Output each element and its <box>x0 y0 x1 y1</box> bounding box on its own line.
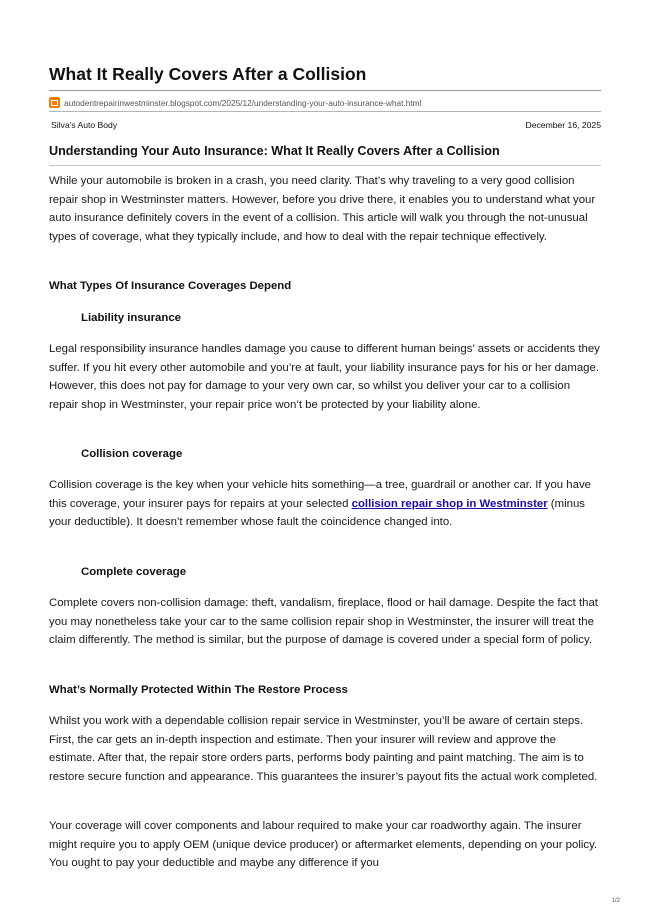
collision-text-after: (minus your deductible). It doesn’t remember whose fault the coincidence changed into. <box>49 497 585 529</box>
page-title: What It Really Covers After a Collision <box>49 64 367 84</box>
complete-paragraph: Complete covers non-collision damage: theft, vandalism, fireplace, flood or hail damage. Despite the fact that you may nonetheless take your car to the same collision repair shop in Westminster, the insurer will treat the claim differently. The method is similar, but the purpose of damage is covered under a special form of policy. <box>49 597 598 647</box>
collision-text-before: Collision coverage is the key when your vehicle hits something—a tree, guardrail or another car. If you have this coverage, your insurer pays for repairs at your selected <box>49 479 591 510</box>
collision-repair-shop-link[interactable]: collision repair shop in Westminster <box>351 497 548 510</box>
blogger-icon <box>49 97 60 108</box>
heading-liability-insurance: Liability insurance <box>81 312 182 324</box>
section-heading-restore-process: What’s Normally Protected Within The Restore Process <box>49 684 348 696</box>
source-url[interactable]: autodentrepairinwestminster.blogspot.com/2025/12/understanding-your-auto-insurance-what.html <box>64 97 422 108</box>
components-paragraph: Your coverage will cover components and labour required to make your car roadworthy again. The insurer might require you to apply OEM (unique device producer) or aftermarket elements, depending on your policy. You ought to pay your deductible and maybe any difference if you <box>49 820 598 870</box>
intro-paragraph: While your automobile is broken in a crash, you need clarity. That’s why traveling to a very good collision repair shop in Westminster matters. However, before you drive there, it enables you to understand what your auto insurance definitely covers in the event of a collision. This article will walk you through the not-unusual types of coverage, what they typically include, and how to deal with the repair technique effectively. <box>49 175 596 243</box>
publish-date: December 16, 2025 <box>525 120 601 130</box>
process-paragraph: Whilst you work with a dependable collision repair service in Westminster, you’ll be aware of certain steps. First, the car gets an in-depth inspection and estimate. Then your insurer will review and approve the estimate. After that, the repair store orders parts, performs body painting and paint matching. The aim is to restore secure function and appearance. This guarantees the insurer’s payout fits the actual work completed. <box>49 715 598 783</box>
heading-complete-coverage: Complete coverage <box>81 566 187 578</box>
section-heading-coverage-types: What Types Of Insurance Coverages Depend <box>49 280 292 292</box>
subtitle-divider <box>49 165 601 166</box>
page-number: 1/2 <box>611 898 620 904</box>
title-divider <box>49 90 601 91</box>
author-name: Silva's Auto Body <box>51 120 118 130</box>
liability-paragraph: Legal responsibility insurance handles damage you cause to different human beings’ assets or accidents they suffer. If you hit every other automobile and you’re at fault, your liability insurance pays for his or her damage. However, this does not pay for damage to your very own car, so whilst you deliver your car to a collision repair shop in Westminster, your repair price won’t be protected by your liability alone. <box>49 343 600 411</box>
collision-paragraph <box>49 476 601 532</box>
url-divider <box>49 111 601 112</box>
heading-collision-coverage: Collision coverage <box>81 448 183 460</box>
source-url-row <box>49 96 421 109</box>
article-subtitle: Understanding Your Auto Insurance: What It Really Covers After a Collision <box>49 144 500 158</box>
